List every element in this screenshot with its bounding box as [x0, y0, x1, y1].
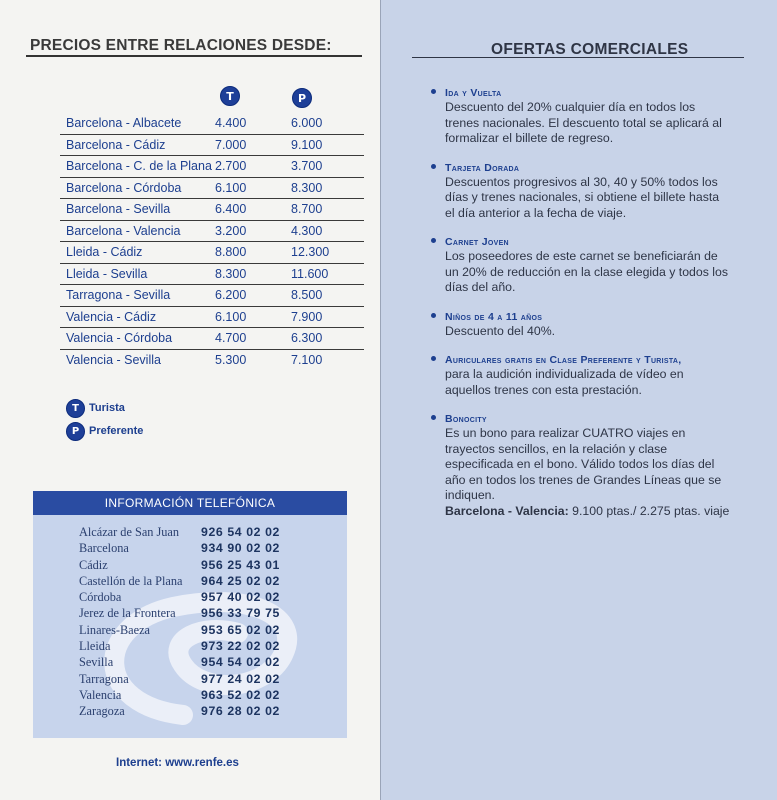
price-preferente: 4.300	[291, 223, 323, 238]
phone-city: Castellón de la Plana	[79, 573, 183, 588]
price-turista: 8.300	[215, 266, 247, 281]
offer-desc: Descuentos progresivos al 30, 40 y 50% todos los días y trenes nacionales, si obtiene el billete hasta el día anterior a la fecha de viaje.	[445, 174, 720, 220]
price-row	[60, 264, 364, 286]
price-row	[60, 350, 364, 371]
offer-bonocity	[431, 412, 731, 519]
price-turista: 6.100	[215, 180, 247, 195]
bullet-icon	[431, 164, 436, 169]
price-preferente: 6.000	[291, 116, 323, 130]
bullet-icon	[431, 356, 436, 361]
phone-number: 926 54 02 02	[201, 525, 280, 539]
phone-row	[79, 688, 341, 704]
offer-desc: Descuento del 40%.	[445, 323, 556, 338]
offer-ninos	[431, 310, 731, 340]
phone-number: 976 28 02 02	[201, 704, 280, 719]
phone-row	[79, 623, 341, 639]
phone-city: Jerez de la Frontera	[79, 606, 176, 621]
phone-number: 957 40 02 02	[201, 590, 280, 605]
phone-row	[79, 590, 341, 606]
phone-row	[79, 655, 341, 671]
price-preferente: 7.100	[291, 352, 323, 367]
price-turista: 2.700	[215, 159, 247, 173]
phone-info-title: INFORMACIÓN TELEFÓNICA	[33, 491, 347, 515]
price-turista: 7.000	[215, 137, 247, 152]
price-route: Barcelona - C. de la Plana	[66, 159, 212, 173]
price-row	[60, 178, 364, 200]
class-legend	[66, 397, 143, 443]
price-row	[60, 135, 364, 157]
phone-city: Alcázar de San Juan	[79, 525, 180, 539]
price-route: Barcelona - Córdoba	[66, 180, 182, 195]
phone-number: 954 54 02 02	[201, 655, 280, 670]
offer-list	[431, 86, 731, 533]
price-row	[60, 221, 364, 243]
bullet-icon	[431, 313, 436, 318]
price-row	[60, 285, 364, 307]
price-preferente: 11.600	[291, 266, 329, 281]
price-turista: 6.400	[215, 202, 247, 216]
price-turista: 6.100	[215, 309, 247, 324]
price-route: Lleida - Sevilla	[66, 266, 148, 281]
price-row	[60, 156, 364, 178]
price-route: Lleida - Cádiz	[66, 245, 143, 259]
price-turista: 3.200	[215, 223, 247, 238]
turista-badge: T	[66, 399, 85, 418]
phone-row	[79, 704, 341, 720]
phone-city: Valencia	[79, 687, 122, 702]
phone-city: Linares-Baeza	[79, 622, 151, 637]
offer-desc: Los poseedores de este carnet se beneficiarán de un 20% de reducción en la clase elegida y todos los días del año.	[445, 249, 729, 294]
legend-preferente	[66, 420, 143, 442]
price-turista: 8.800	[215, 245, 247, 259]
bullet-icon	[431, 89, 436, 94]
offer-auriculares	[431, 353, 731, 398]
phone-number: 953 65 02 02	[201, 622, 280, 637]
phone-number: 934 90 02 02	[201, 541, 280, 556]
phone-number: 977 24 02 02	[201, 671, 280, 686]
offers-title: OFERTAS COMERCIALES	[491, 41, 689, 58]
price-row	[60, 199, 364, 221]
bullet-icon	[431, 238, 436, 243]
phone-row	[79, 574, 341, 590]
price-route: Barcelona - Cádiz	[66, 137, 166, 152]
price-route: Valencia - Sevilla	[66, 352, 161, 367]
price-route: Barcelona - Sevilla	[66, 202, 171, 216]
preferente-badge-header: P	[292, 88, 312, 108]
price-route: Valencia - Córdoba	[66, 331, 173, 345]
phone-city: Sevilla	[79, 655, 114, 670]
offer-title: Carnet Joven	[445, 236, 509, 248]
price-route: Valencia - Cádiz	[66, 309, 157, 324]
bonocity-price-line	[445, 504, 731, 520]
price-turista: 6.200	[215, 288, 247, 302]
offer-title: Bonocity	[445, 413, 487, 425]
offer-desc: Es un bono para realizar CUATRO viajes en trayectos sencillos, en la relación y clase especificada en el bono. Válido todos los días del año en todos los trenes de Grandes Líneas que se indiquen.	[445, 426, 722, 502]
price-preferente: 3.700	[291, 159, 323, 173]
phone-row	[79, 525, 341, 541]
preferente-badge: P	[66, 422, 85, 441]
phone-city: Córdoba	[79, 590, 122, 605]
turista-badge-header: T	[220, 86, 240, 106]
price-row	[60, 113, 364, 135]
price-preferente: 8.700	[291, 202, 323, 216]
legend-turista	[66, 397, 143, 419]
offer-tarjeta-dorada	[431, 161, 731, 222]
price-preferente: 12.300	[291, 245, 330, 259]
phone-info-box	[33, 491, 347, 738]
offer-desc: Descuento del 20% cualquier día en todos los trenes nacionales. El descuento total se aplicará al formalizar el billete de regreso.	[445, 100, 722, 145]
prices-panel	[0, 0, 380, 800]
price-turista: 4.400	[215, 116, 247, 130]
offer-carnet-joven	[431, 235, 731, 296]
price-turista: 4.700	[215, 331, 247, 345]
offer-ida-vuelta	[431, 86, 731, 147]
phone-list	[79, 525, 341, 721]
prices-title: PRECIOS ENTRE RELACIONES DESDE:	[30, 37, 332, 54]
legend-preferente-label: Preferente	[89, 425, 144, 437]
phone-city: Lleida	[79, 639, 111, 654]
phone-row	[79, 541, 341, 557]
phone-city: Barcelona	[79, 541, 129, 556]
internet-link[interactable]: Internet: www.renfe.es	[116, 757, 239, 769]
phone-number: 956 25 43 01	[201, 557, 280, 572]
price-preferente: 6.300	[291, 331, 323, 345]
phone-city: Zaragoza	[79, 704, 125, 719]
phone-number: 973 22 02 02	[201, 639, 280, 654]
phone-number: 956 33 79 75	[201, 606, 280, 621]
bonocity-price: 9.100 ptas./ 2.275 ptas. viaje	[572, 503, 730, 518]
price-preferente: 7.900	[291, 309, 323, 324]
phone-number: 964 25 02 02	[201, 573, 280, 588]
offer-title: Tarjeta Dorada	[445, 161, 520, 174]
bullet-icon	[431, 415, 436, 420]
phone-number: 963 52 02 02	[201, 687, 280, 702]
offer-title: Ida y Vuelta	[445, 87, 502, 99]
title-underline	[26, 55, 362, 57]
price-preferente: 9.100	[291, 137, 323, 152]
phone-city: Cádiz	[79, 557, 108, 572]
price-table	[60, 113, 364, 370]
price-preferente: 8.500	[291, 288, 323, 302]
phone-city: Tarragona	[79, 671, 129, 686]
price-route: Barcelona - Valencia	[66, 223, 181, 238]
price-turista: 5.300	[215, 352, 247, 367]
price-preferente: 8.300	[291, 180, 323, 195]
phone-row	[79, 639, 341, 655]
offer-title: Niños de 4 a 11 años	[445, 310, 543, 323]
phone-row	[79, 558, 341, 574]
price-row	[60, 328, 364, 350]
legend-turista-label: Turista	[89, 402, 125, 414]
price-route: Tarragona - Sevilla	[66, 288, 171, 302]
price-row	[60, 242, 364, 264]
price-row	[60, 307, 364, 329]
bonocity-route: Barcelona - Valencia:	[445, 503, 569, 518]
price-route: Barcelona - Albacete	[66, 116, 182, 130]
phone-row	[79, 672, 341, 688]
offer-desc: para la audición individualizada de vídeo en aquellos trenes con esta prestación.	[445, 367, 684, 397]
phone-row	[79, 606, 341, 622]
offer-title: Auriculares gratis en Clase Preferente y Turista,	[445, 354, 682, 366]
